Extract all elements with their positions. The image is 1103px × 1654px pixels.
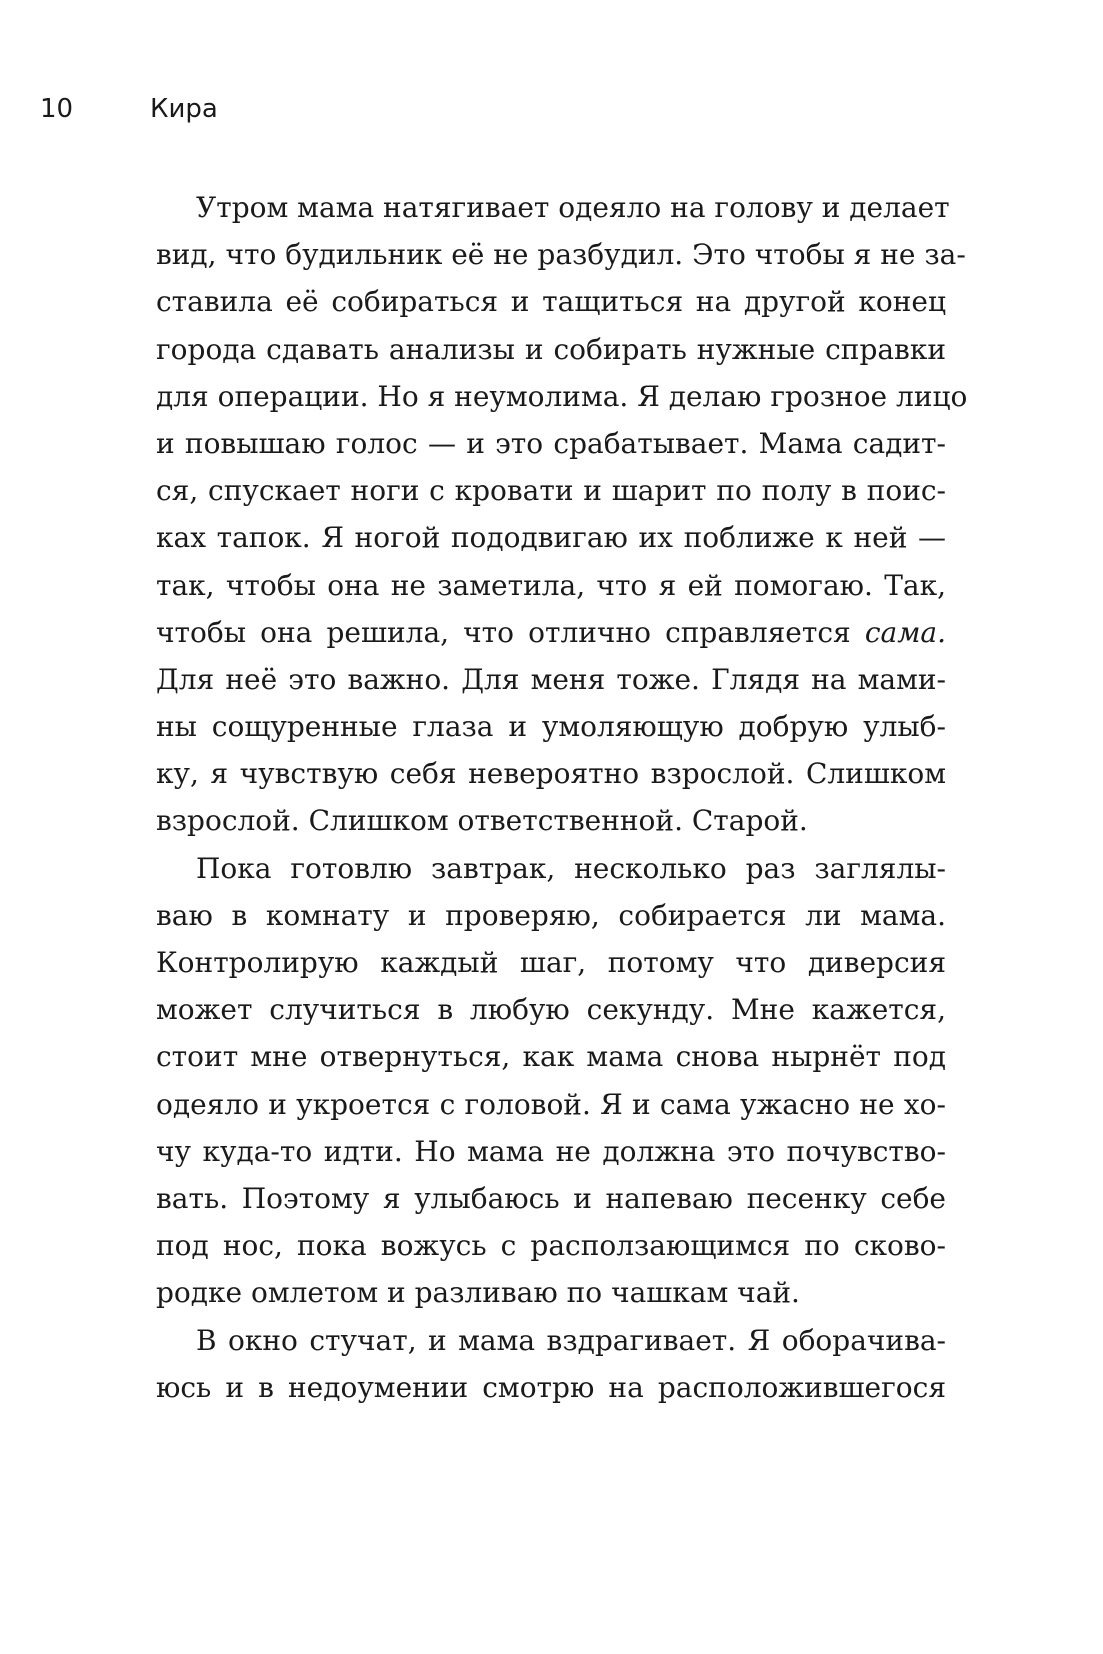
text-line: Для неё это важно. Для меня тоже. Глядя на мами- [156,662,946,696]
text-line: Контролирую каждый шаг, потому что диверсия [156,946,946,979]
text-line: и повышаю голос — и это срабатывает. Мама садит- [156,426,946,460]
text-line: ся, спускает ноги с кровати и шарит по полу в поис- [156,474,946,508]
text-line: для операции. Но я неумолима. Я делаю грозное лицо [156,379,968,413]
text-line: ку, я чувствую себя невероятно взрослой. Слишком [156,757,946,791]
text-line: ваю в комнату и проверяю, собирается ли мама. [156,898,946,932]
text-line: ках тапок. Я ногой пододвигаю их поближе к ней — [156,521,946,555]
text-line: юсь и в недоумении смотрю на расположившегося [156,1370,946,1404]
text-line: города сдавать анализы и собирать нужные справки [156,332,946,366]
text-line: чу куда-то идти. Но мама не должна это почувство- [156,1134,946,1168]
text-line: В окно стучат, и мама вздрагивает. Я оборачива- [196,1323,946,1357]
text-line: Пока готовлю завтрак, несколько раз заглялы- [196,851,946,885]
text-line: так, чтобы она не заметила, что я ей помогаю. Так, [156,568,946,602]
text-line-with-italic [156,609,946,656]
text-segment: чтобы она решила, что отлично справляется [156,615,865,649]
page-number: 10 [40,94,74,124]
text-line: под нос, пока вожусь с расползающимся по сково- [156,1229,946,1263]
text-line: ставила её собираться и тащиться на другой конец [156,285,946,319]
text-line: взрослой. Слишком ответственной. Старой. [156,804,808,838]
italic-word: сама. [864,615,946,649]
running-head [40,94,218,124]
body-text [156,184,968,1411]
text-line: стоит мне отвернуться, как мама снова нырнёт под [156,1040,946,1074]
text-line: может случиться в любую секунду. Мне кажется, [156,993,946,1027]
text-line: родке омлетом и разливаю по чашкам чай. [156,1276,800,1310]
text-line: одеяло и укроется с головой. Я и сама ужасно не хо- [156,1087,946,1121]
running-title: Кира [150,94,218,124]
text-line: ны сощуренные глаза и умоляющую добрую улыб- [156,710,946,744]
text-line: Утром мама натягивает одеяло на голову и делает [196,191,950,224]
text-line: вид, что будильник её не разбудил. Это чтобы я не за- [156,238,966,272]
text-line: вать. Поэтому я улыбаюсь и напеваю песенку себе [156,1181,946,1215]
